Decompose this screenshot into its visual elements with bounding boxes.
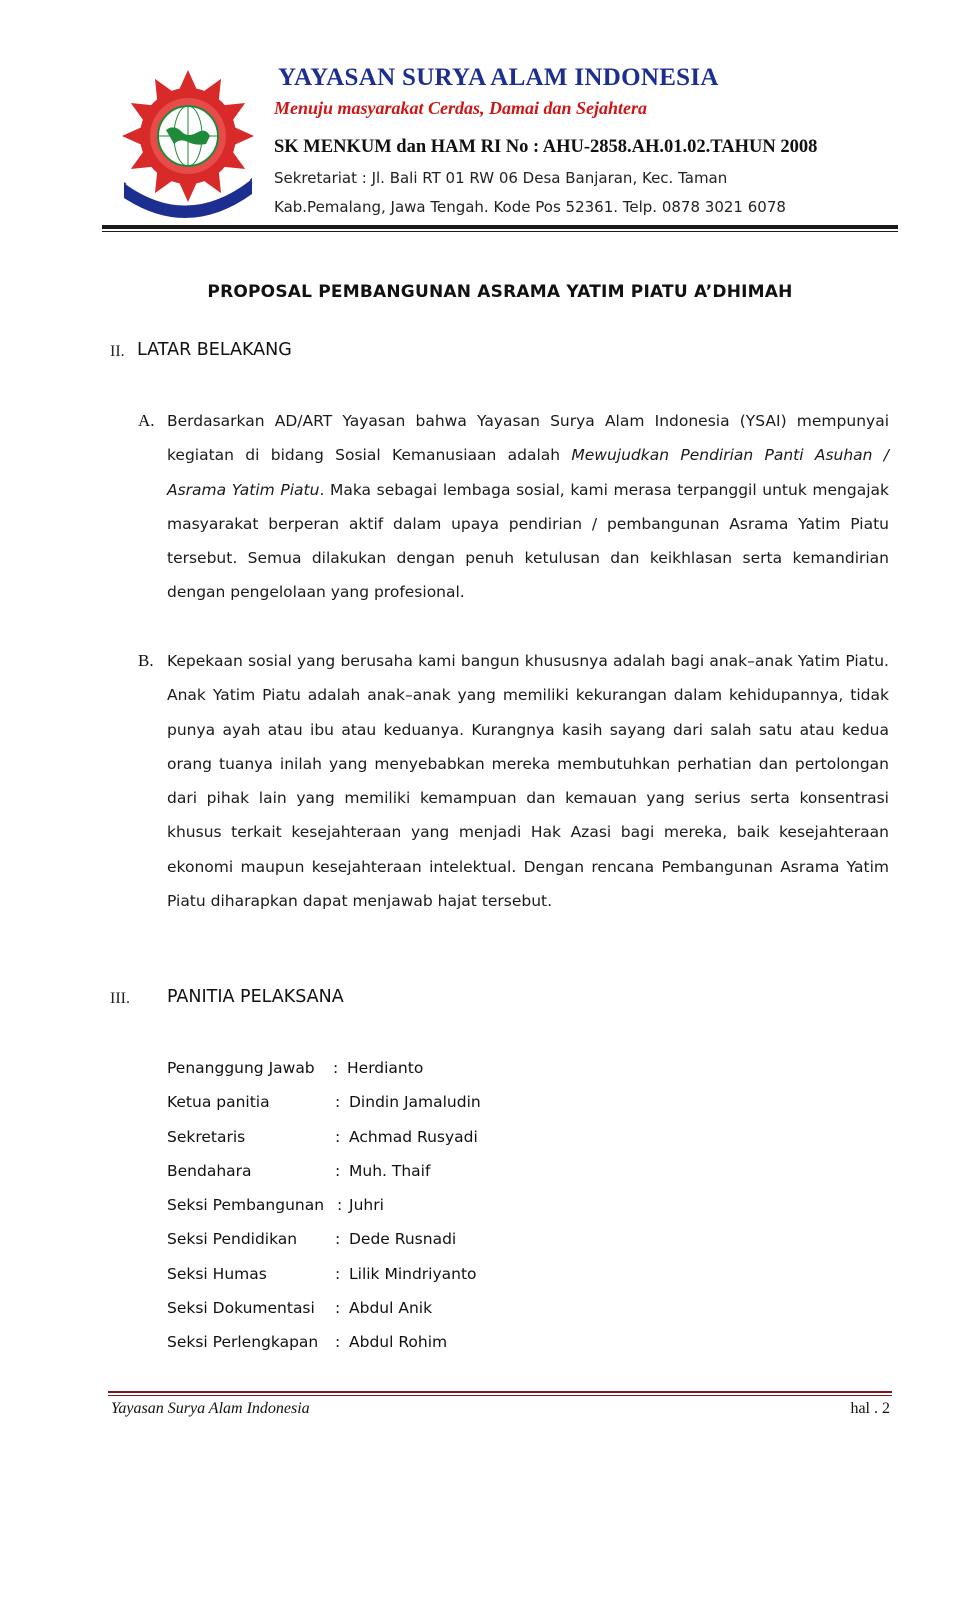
colon-separator: : [335, 1264, 341, 1283]
colon-separator: : [335, 1230, 341, 1249]
footer-divider-thin [108, 1395, 892, 1396]
committee-role: Seksi Pendidikan [167, 1230, 298, 1249]
committee-name: Muh. Thaif [349, 1161, 431, 1180]
colon-separator: : [333, 1059, 339, 1077]
header-divider-thin [102, 231, 898, 232]
colon-separator: : [335, 1299, 341, 1318]
colon-separator: : [335, 1127, 341, 1146]
committee-name: Dede Rusnadi [349, 1230, 457, 1249]
committee-name: Abdul Anik [349, 1299, 433, 1318]
colon-separator: : [335, 1093, 341, 1112]
committee-name: Herdianto [347, 1059, 424, 1077]
section-3-title: PANITIA PELAKSANA [167, 987, 344, 1007]
section-2-number: II. [110, 343, 125, 360]
section-2-title: LATAR BELAKANG [137, 340, 292, 360]
committee-role: Penanggung Jawab [167, 1059, 315, 1077]
committee-name: Juhri [349, 1196, 384, 1215]
colon-separator: : [335, 1161, 341, 1180]
committee-role: Bendahara [167, 1161, 252, 1180]
committee-role: Seksi Humas [167, 1264, 267, 1283]
document-title: PROPOSAL PEMBANGUNAN ASRAMA YATIM PIATU A’DHIMAH [207, 282, 793, 302]
committee-role: Seksi Perlengkapan [167, 1333, 319, 1352]
foundation-logo [118, 62, 256, 220]
organization-tagline: Menuju masyarakat Cerdas, Damai dan Sejahtera [274, 98, 648, 118]
committee-name: Lilik Mindriyanto [349, 1264, 477, 1283]
footer-divider [108, 1391, 892, 1393]
page-number: hal . 2 [850, 1400, 890, 1417]
committee-role: Sekretaris [167, 1127, 246, 1146]
item-a-letter: A. [138, 411, 155, 430]
legal-registration: SK MENKUM dan HAM RI No : AHU-2858.AH.01.02.TAHUN 2008 [274, 137, 818, 157]
item-a-paragraph: Berdasarkan AD/ART Yayasan bahwa Yayasan Surya Alam Indonesia (YSAI) mempunyai kegiatan di bidang Sosial Kemanusiaan adalah Mewujudkan Pendirian Panti Asuhan / Asrama Yatim Piatu. Maka sebagai lembaga sosial, kami merasa terpanggil untuk mengajak masyarakat berperan aktif dalam upaya pendirian / pembangunan Asrama Yatim Piatu tersebut. Semua dilakukan dengan penuh ketulusan dan keikhlasan serta kemandirian dengan pengelolaan yang profesional. [167, 412, 890, 602]
colon-separator: : [335, 1333, 341, 1352]
footer-organization: Yayasan Surya Alam Indonesia [111, 1400, 310, 1417]
address-line-2: Kab.Pemalang, Jawa Tengah. Kode Pos 52361. Telp. 0878 3021 6078 [274, 198, 786, 216]
committee-name: Dindin Jamaludin [349, 1093, 481, 1112]
committee-role: Seksi Pembangunan [167, 1196, 325, 1215]
committee-name: Achmad Rusyadi [349, 1127, 478, 1146]
item-b-letter: B. [138, 651, 154, 670]
item-b-paragraph: Kepekaan sosial yang berusaha kami bangun khususnya adalah bagi anak–anak Yatim Piatu. Anak Yatim Piatu adalah anak–anak yang memiliki kekurangan dalam kehidupannya, tidak punya ayah atau ibu atau keduanya. Kurangnya kasih sayang dari salah satu atau kedua orang tuanya inilah yang menyebabkan mereka membutuhkan perhatian dan pertolongan dari pihak lain yang memiliki kemampuan dan kemauan yang serius serta konsentrasi khusus terkait kesejahteraan yang menjadi Hak Azasi bagi mereka, baik kesejahteraan ekonomi maupun kesejahteraan intelektual. Dengan rencana Pembangunan Asrama Yatim Piatu diharapkan dapat menjawab hajat tersebut. [167, 652, 889, 911]
organization-name: YAYASAN SURYA ALAM INDONESIA [278, 64, 719, 91]
address-line-1: Sekretariat : Jl. Bali RT 01 RW 06 Desa Banjaran, Kec. Taman [274, 169, 728, 187]
section-3-number: III. [110, 990, 130, 1007]
colon-separator: : [337, 1196, 343, 1215]
committee-role: Ketua panitia [167, 1093, 270, 1112]
header-divider [102, 225, 898, 229]
committee-role: Seksi Dokumentasi [167, 1299, 315, 1318]
committee-name: Abdul Rohim [349, 1333, 448, 1352]
